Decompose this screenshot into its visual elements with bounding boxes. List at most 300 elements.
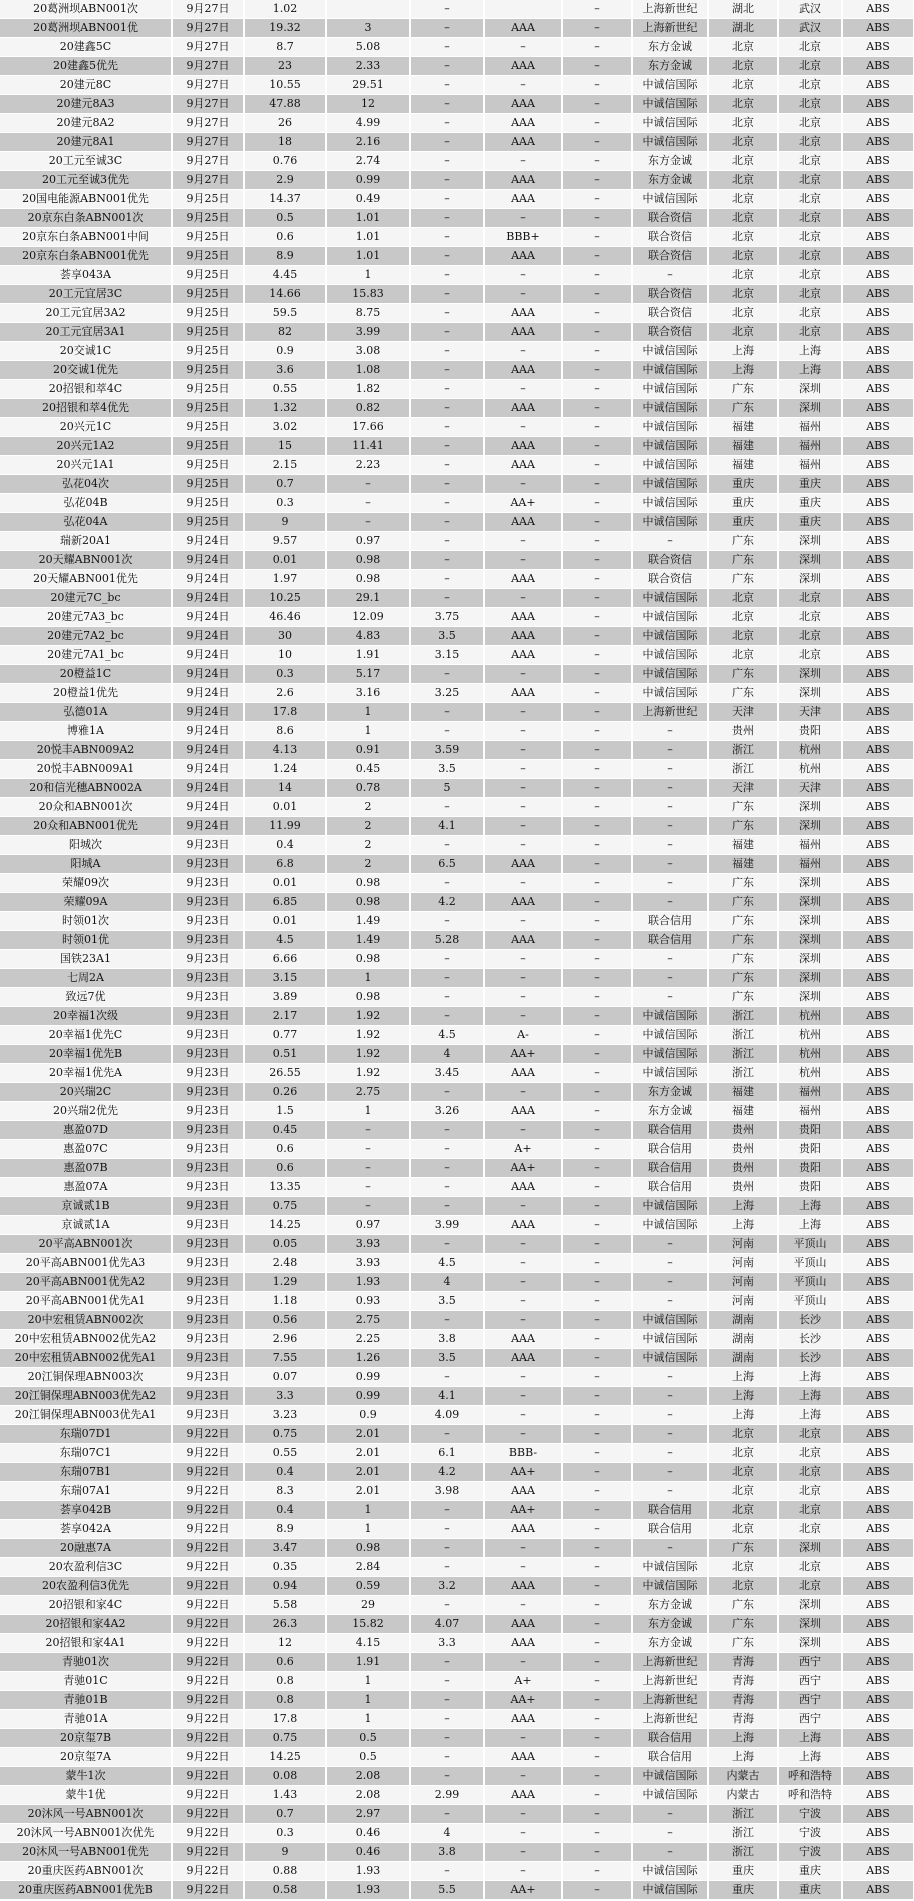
- city-cell: 北京: [778, 1425, 842, 1444]
- rating-cell: –: [484, 798, 562, 817]
- amount-cell: 14.37: [244, 190, 326, 209]
- table-row: [0, 494, 914, 513]
- city-cell: 北京: [778, 266, 842, 285]
- city-cell: 北京: [778, 1463, 842, 1482]
- rating-cell: AAA: [484, 1064, 562, 1083]
- note-cell: –: [562, 969, 632, 988]
- city-cell: 贵阳: [778, 1178, 842, 1197]
- note-cell: –: [562, 380, 632, 399]
- city-cell: 深圳: [778, 893, 842, 912]
- date-cell: 9月22日: [172, 1577, 244, 1596]
- rating-cell: AAA: [484, 1102, 562, 1121]
- underwriter-cell: –: [632, 817, 708, 836]
- city-cell: 深圳: [778, 1615, 842, 1634]
- rating-cell: –: [484, 1805, 562, 1824]
- amount-cell: 10.55: [244, 76, 326, 95]
- note-cell: –: [562, 1615, 632, 1634]
- rating-cell: AAA: [484, 1710, 562, 1729]
- underwriter-cell: 中诚信国际: [632, 1862, 708, 1881]
- underwriter-cell: –: [632, 855, 708, 874]
- type-cell: ABS: [842, 1045, 914, 1064]
- city-cell: 北京: [778, 133, 842, 152]
- date-cell: 9月23日: [172, 1026, 244, 1045]
- underwriter-cell: 中诚信国际: [632, 399, 708, 418]
- amount-cell: 0.58: [244, 1881, 326, 1900]
- underwriter-cell: 联合信用: [632, 1178, 708, 1197]
- rating-cell: AAA: [484, 95, 562, 114]
- term-cell: 0.98: [326, 570, 410, 589]
- rating-cell: –: [484, 266, 562, 285]
- coupon-cell: 3.45: [410, 1064, 484, 1083]
- rating-cell: AAA: [484, 57, 562, 76]
- table-row: [0, 152, 914, 171]
- type-cell: ABS: [842, 1083, 914, 1102]
- rating-cell: AAA: [484, 1615, 562, 1634]
- name-cell: 20江铜保理ABN003优先A2: [0, 1387, 172, 1406]
- province-cell: 青海: [708, 1672, 778, 1691]
- coupon-cell: 4.09: [410, 1406, 484, 1425]
- type-cell: ABS: [842, 1520, 914, 1539]
- term-cell: 12: [326, 95, 410, 114]
- coupon-cell: –: [410, 798, 484, 817]
- table-row: [0, 304, 914, 323]
- underwriter-cell: –: [632, 1843, 708, 1862]
- name-cell: 20重庆医药ABN001优先B: [0, 1881, 172, 1900]
- rating-cell: –: [484, 988, 562, 1007]
- city-cell: 深圳: [778, 817, 842, 836]
- coupon-cell: 4.5: [410, 1026, 484, 1045]
- name-cell: 弘德01A: [0, 703, 172, 722]
- province-cell: 广东: [708, 950, 778, 969]
- date-cell: 9月22日: [172, 1672, 244, 1691]
- name-cell: 20平高ABN001次: [0, 1235, 172, 1254]
- underwriter-cell: –: [632, 988, 708, 1007]
- name-cell: 荟享043A: [0, 266, 172, 285]
- table-row: [0, 1121, 914, 1140]
- note-cell: –: [562, 817, 632, 836]
- province-cell: 上海: [708, 1387, 778, 1406]
- city-cell: 宁波: [778, 1843, 842, 1862]
- type-cell: ABS: [842, 570, 914, 589]
- name-cell: 20江铜保理ABN003优先A1: [0, 1406, 172, 1425]
- amount-cell: 0.76: [244, 152, 326, 171]
- amount-cell: 3.47: [244, 1539, 326, 1558]
- name-cell: 20京玺7B: [0, 1729, 172, 1748]
- term-cell: 4.99: [326, 114, 410, 133]
- type-cell: ABS: [842, 1881, 914, 1900]
- city-cell: 长沙: [778, 1330, 842, 1349]
- underwriter-cell: 东方金诚: [632, 57, 708, 76]
- type-cell: ABS: [842, 114, 914, 133]
- note-cell: –: [562, 57, 632, 76]
- note-cell: –: [562, 1672, 632, 1691]
- name-cell: 20平高ABN001优先A2: [0, 1273, 172, 1292]
- city-cell: 北京: [778, 152, 842, 171]
- rating-cell: AAA: [484, 1216, 562, 1235]
- note-cell: –: [562, 1387, 632, 1406]
- note-cell: –: [562, 513, 632, 532]
- coupon-cell: –: [410, 57, 484, 76]
- term-cell: 2.97: [326, 1805, 410, 1824]
- coupon-cell: 6.5: [410, 855, 484, 874]
- amount-cell: 3.3: [244, 1387, 326, 1406]
- amount-cell: 0.3: [244, 665, 326, 684]
- province-cell: 北京: [708, 1520, 778, 1539]
- table-row: [0, 1007, 914, 1026]
- date-cell: 9月23日: [172, 1102, 244, 1121]
- name-cell: 20工元宜居3A2: [0, 304, 172, 323]
- coupon-cell: –: [410, 665, 484, 684]
- amount-cell: 18: [244, 133, 326, 152]
- amount-cell: 0.6: [244, 1653, 326, 1672]
- table-row: [0, 1311, 914, 1330]
- note-cell: –: [562, 228, 632, 247]
- name-cell: 20中宏租赁ABN002次: [0, 1311, 172, 1330]
- date-cell: 9月22日: [172, 1691, 244, 1710]
- term-cell: 1: [326, 969, 410, 988]
- note-cell: –: [562, 570, 632, 589]
- coupon-cell: 3.8: [410, 1843, 484, 1862]
- type-cell: ABS: [842, 1121, 914, 1140]
- type-cell: ABS: [842, 380, 914, 399]
- coupon-cell: –: [410, 1121, 484, 1140]
- rating-cell: AAA: [484, 247, 562, 266]
- amount-cell: 0.55: [244, 1444, 326, 1463]
- coupon-cell: –: [410, 304, 484, 323]
- rating-cell: –: [484, 912, 562, 931]
- coupon-cell: –: [410, 475, 484, 494]
- note-cell: –: [562, 1235, 632, 1254]
- table-row: [0, 1710, 914, 1729]
- table-row: [0, 1140, 914, 1159]
- rating-cell: AAA: [484, 893, 562, 912]
- province-cell: 贵州: [708, 722, 778, 741]
- name-cell: 蒙牛1优: [0, 1786, 172, 1805]
- name-cell: 20兴元1A2: [0, 437, 172, 456]
- rating-cell: AAA: [484, 171, 562, 190]
- rating-cell: A-: [484, 1026, 562, 1045]
- rating-cell: AAA: [484, 684, 562, 703]
- coupon-cell: 3.5: [410, 1349, 484, 1368]
- type-cell: ABS: [842, 969, 914, 988]
- amount-cell: 1.24: [244, 760, 326, 779]
- amount-cell: 0.7: [244, 1805, 326, 1824]
- name-cell: 20幸福1优先A: [0, 1064, 172, 1083]
- table-row: [0, 1235, 914, 1254]
- city-cell: 宁波: [778, 1805, 842, 1824]
- province-cell: 福建: [708, 1102, 778, 1121]
- type-cell: ABS: [842, 1653, 914, 1672]
- province-cell: 北京: [708, 190, 778, 209]
- term-cell: 1.92: [326, 1026, 410, 1045]
- rating-cell: –: [484, 1596, 562, 1615]
- table-row: [0, 361, 914, 380]
- city-cell: 西宁: [778, 1691, 842, 1710]
- province-cell: 广东: [708, 912, 778, 931]
- name-cell: 20京东白条ABN001中间: [0, 228, 172, 247]
- date-cell: 9月22日: [172, 1425, 244, 1444]
- name-cell: 20中宏租赁ABN002优先A1: [0, 1349, 172, 1368]
- underwriter-cell: 东方金诚: [632, 38, 708, 57]
- note-cell: –: [562, 646, 632, 665]
- city-cell: 北京: [778, 114, 842, 133]
- table-row: [0, 798, 914, 817]
- coupon-cell: –: [410, 1520, 484, 1539]
- date-cell: 9月23日: [172, 1387, 244, 1406]
- rating-cell: –: [484, 1862, 562, 1881]
- name-cell: 惠盈07B: [0, 1159, 172, 1178]
- amount-cell: 3.6: [244, 361, 326, 380]
- province-cell: 浙江: [708, 760, 778, 779]
- type-cell: ABS: [842, 1102, 914, 1121]
- date-cell: 9月27日: [172, 171, 244, 190]
- underwriter-cell: 中诚信国际: [632, 361, 708, 380]
- note-cell: –: [562, 171, 632, 190]
- date-cell: 9月22日: [172, 1843, 244, 1862]
- province-cell: 北京: [708, 627, 778, 646]
- coupon-cell: –: [410, 1653, 484, 1672]
- province-cell: 上海: [708, 342, 778, 361]
- rating-cell: AAA: [484, 456, 562, 475]
- date-cell: 9月25日: [172, 380, 244, 399]
- table-row: [0, 855, 914, 874]
- amount-cell: 12: [244, 1634, 326, 1653]
- note-cell: –: [562, 1577, 632, 1596]
- note-cell: –: [562, 893, 632, 912]
- rating-cell: AAA: [484, 190, 562, 209]
- rating-cell: AAA: [484, 304, 562, 323]
- table-row: [0, 1254, 914, 1273]
- term-cell: 2.33: [326, 57, 410, 76]
- term-cell: 0.99: [326, 171, 410, 190]
- term-cell: 2: [326, 836, 410, 855]
- underwriter-cell: 上海新世纪: [632, 1672, 708, 1691]
- term-cell: –: [326, 1140, 410, 1159]
- coupon-cell: 3.8: [410, 1330, 484, 1349]
- term-cell: 1.01: [326, 228, 410, 247]
- term-cell: 11.41: [326, 437, 410, 456]
- type-cell: ABS: [842, 228, 914, 247]
- note-cell: –: [562, 38, 632, 57]
- coupon-cell: 3.3: [410, 1634, 484, 1653]
- type-cell: ABS: [842, 1710, 914, 1729]
- name-cell: 20农盈利信3优先: [0, 1577, 172, 1596]
- underwriter-cell: 中诚信国际: [632, 1045, 708, 1064]
- underwriter-cell: 联合资信: [632, 209, 708, 228]
- term-cell: 2: [326, 798, 410, 817]
- city-cell: 呼和浩特: [778, 1786, 842, 1805]
- coupon-cell: –: [410, 988, 484, 1007]
- coupon-cell: –: [410, 1558, 484, 1577]
- name-cell: 弘花04A: [0, 513, 172, 532]
- type-cell: ABS: [842, 1767, 914, 1786]
- table-row: [0, 627, 914, 646]
- coupon-cell: –: [410, 190, 484, 209]
- amount-cell: 15: [244, 437, 326, 456]
- coupon-cell: –: [410, 532, 484, 551]
- date-cell: 9月22日: [172, 1767, 244, 1786]
- note-cell: –: [562, 1007, 632, 1026]
- amount-cell: 6.66: [244, 950, 326, 969]
- note-cell: –: [562, 1349, 632, 1368]
- coupon-cell: –: [410, 1007, 484, 1026]
- term-cell: 2.01: [326, 1482, 410, 1501]
- note-cell: –: [562, 361, 632, 380]
- city-cell: 贵阳: [778, 1121, 842, 1140]
- table-row: [0, 1558, 914, 1577]
- coupon-cell: –: [410, 513, 484, 532]
- term-cell: 17.66: [326, 418, 410, 437]
- rating-cell: AAA: [484, 1482, 562, 1501]
- city-cell: 杭州: [778, 1064, 842, 1083]
- rating-cell: –: [484, 475, 562, 494]
- type-cell: ABS: [842, 779, 914, 798]
- city-cell: 福州: [778, 456, 842, 475]
- term-cell: –: [326, 513, 410, 532]
- coupon-cell: –: [410, 703, 484, 722]
- city-cell: 深圳: [778, 912, 842, 931]
- city-cell: 呼和浩特: [778, 1767, 842, 1786]
- name-cell: 20和信光穗ABN002A: [0, 779, 172, 798]
- date-cell: 9月27日: [172, 38, 244, 57]
- type-cell: ABS: [842, 304, 914, 323]
- note-cell: –: [562, 1881, 632, 1900]
- term-cell: 2: [326, 855, 410, 874]
- note-cell: –: [562, 114, 632, 133]
- rating-cell: AAA: [484, 627, 562, 646]
- underwriter-cell: 中诚信国际: [632, 1007, 708, 1026]
- amount-cell: 4.5: [244, 931, 326, 950]
- underwriter-cell: 联合资信: [632, 323, 708, 342]
- amount-cell: 0.26: [244, 1083, 326, 1102]
- province-cell: 浙江: [708, 1026, 778, 1045]
- amount-cell: 26: [244, 114, 326, 133]
- note-cell: –: [562, 950, 632, 969]
- city-cell: 武汉: [778, 0, 842, 19]
- note-cell: –: [562, 1273, 632, 1292]
- underwriter-cell: 上海新世纪: [632, 1710, 708, 1729]
- coupon-cell: –: [410, 874, 484, 893]
- province-cell: 广东: [708, 1596, 778, 1615]
- coupon-cell: –: [410, 1710, 484, 1729]
- city-cell: 北京: [778, 323, 842, 342]
- term-cell: 5.17: [326, 665, 410, 684]
- underwriter-cell: –: [632, 1539, 708, 1558]
- underwriter-cell: 中诚信国际: [632, 646, 708, 665]
- coupon-cell: –: [410, 0, 484, 19]
- term-cell: 15.82: [326, 1615, 410, 1634]
- rating-cell: –: [484, 969, 562, 988]
- note-cell: –: [562, 0, 632, 19]
- date-cell: 9月22日: [172, 1748, 244, 1767]
- table-row: [0, 285, 914, 304]
- province-cell: 青海: [708, 1710, 778, 1729]
- table-row: [0, 1349, 914, 1368]
- note-cell: –: [562, 475, 632, 494]
- date-cell: 9月25日: [172, 513, 244, 532]
- type-cell: ABS: [842, 855, 914, 874]
- amount-cell: 0.55: [244, 380, 326, 399]
- name-cell: 阳城次: [0, 836, 172, 855]
- table-row: [0, 1102, 914, 1121]
- rating-cell: –: [484, 779, 562, 798]
- city-cell: 上海: [778, 1368, 842, 1387]
- note-cell: –: [562, 1482, 632, 1501]
- city-cell: 杭州: [778, 1007, 842, 1026]
- term-cell: 0.5: [326, 1748, 410, 1767]
- rating-cell: –: [484, 1007, 562, 1026]
- date-cell: 9月22日: [172, 1558, 244, 1577]
- rating-cell: –: [484, 1368, 562, 1387]
- term-cell: 3.93: [326, 1235, 410, 1254]
- coupon-cell: 5.5: [410, 1881, 484, 1900]
- underwriter-cell: –: [632, 1292, 708, 1311]
- amount-cell: 82: [244, 323, 326, 342]
- coupon-cell: –: [410, 1862, 484, 1881]
- amount-cell: 0.08: [244, 1767, 326, 1786]
- table-row: [0, 931, 914, 950]
- date-cell: 9月24日: [172, 551, 244, 570]
- type-cell: ABS: [842, 399, 914, 418]
- date-cell: 9月27日: [172, 0, 244, 19]
- province-cell: 北京: [708, 646, 778, 665]
- table-row: [0, 0, 914, 19]
- province-cell: 北京: [708, 152, 778, 171]
- province-cell: 浙江: [708, 1824, 778, 1843]
- coupon-cell: –: [410, 1672, 484, 1691]
- type-cell: ABS: [842, 456, 914, 475]
- coupon-cell: –: [410, 1596, 484, 1615]
- table-row: [0, 1045, 914, 1064]
- type-cell: ABS: [842, 874, 914, 893]
- province-cell: 广东: [708, 893, 778, 912]
- city-cell: 北京: [778, 608, 842, 627]
- coupon-cell: 3.2: [410, 1577, 484, 1596]
- table-row: [0, 1672, 914, 1691]
- table-row: [0, 1406, 914, 1425]
- underwriter-cell: 联合信用: [632, 1140, 708, 1159]
- note-cell: –: [562, 779, 632, 798]
- table-row: [0, 1786, 914, 1805]
- type-cell: ABS: [842, 1615, 914, 1634]
- city-cell: 北京: [778, 304, 842, 323]
- date-cell: 9月24日: [172, 608, 244, 627]
- note-cell: –: [562, 1368, 632, 1387]
- note-cell: –: [562, 1539, 632, 1558]
- province-cell: 北京: [708, 76, 778, 95]
- date-cell: 9月27日: [172, 76, 244, 95]
- type-cell: ABS: [842, 703, 914, 722]
- type-cell: ABS: [842, 38, 914, 57]
- coupon-cell: –: [410, 437, 484, 456]
- date-cell: 9月23日: [172, 855, 244, 874]
- rating-cell: –: [484, 589, 562, 608]
- note-cell: –: [562, 1653, 632, 1672]
- name-cell: 20工元至诚3C: [0, 152, 172, 171]
- term-cell: 1: [326, 1501, 410, 1520]
- city-cell: 宁波: [778, 1824, 842, 1843]
- amount-cell: 9.57: [244, 532, 326, 551]
- type-cell: ABS: [842, 912, 914, 931]
- coupon-cell: –: [410, 912, 484, 931]
- type-cell: ABS: [842, 817, 914, 836]
- underwriter-cell: 联合信用: [632, 1121, 708, 1140]
- underwriter-cell: 东方金诚: [632, 1596, 708, 1615]
- table-row: [0, 1064, 914, 1083]
- table-row: [0, 874, 914, 893]
- city-cell: 长沙: [778, 1311, 842, 1330]
- city-cell: 福州: [778, 1102, 842, 1121]
